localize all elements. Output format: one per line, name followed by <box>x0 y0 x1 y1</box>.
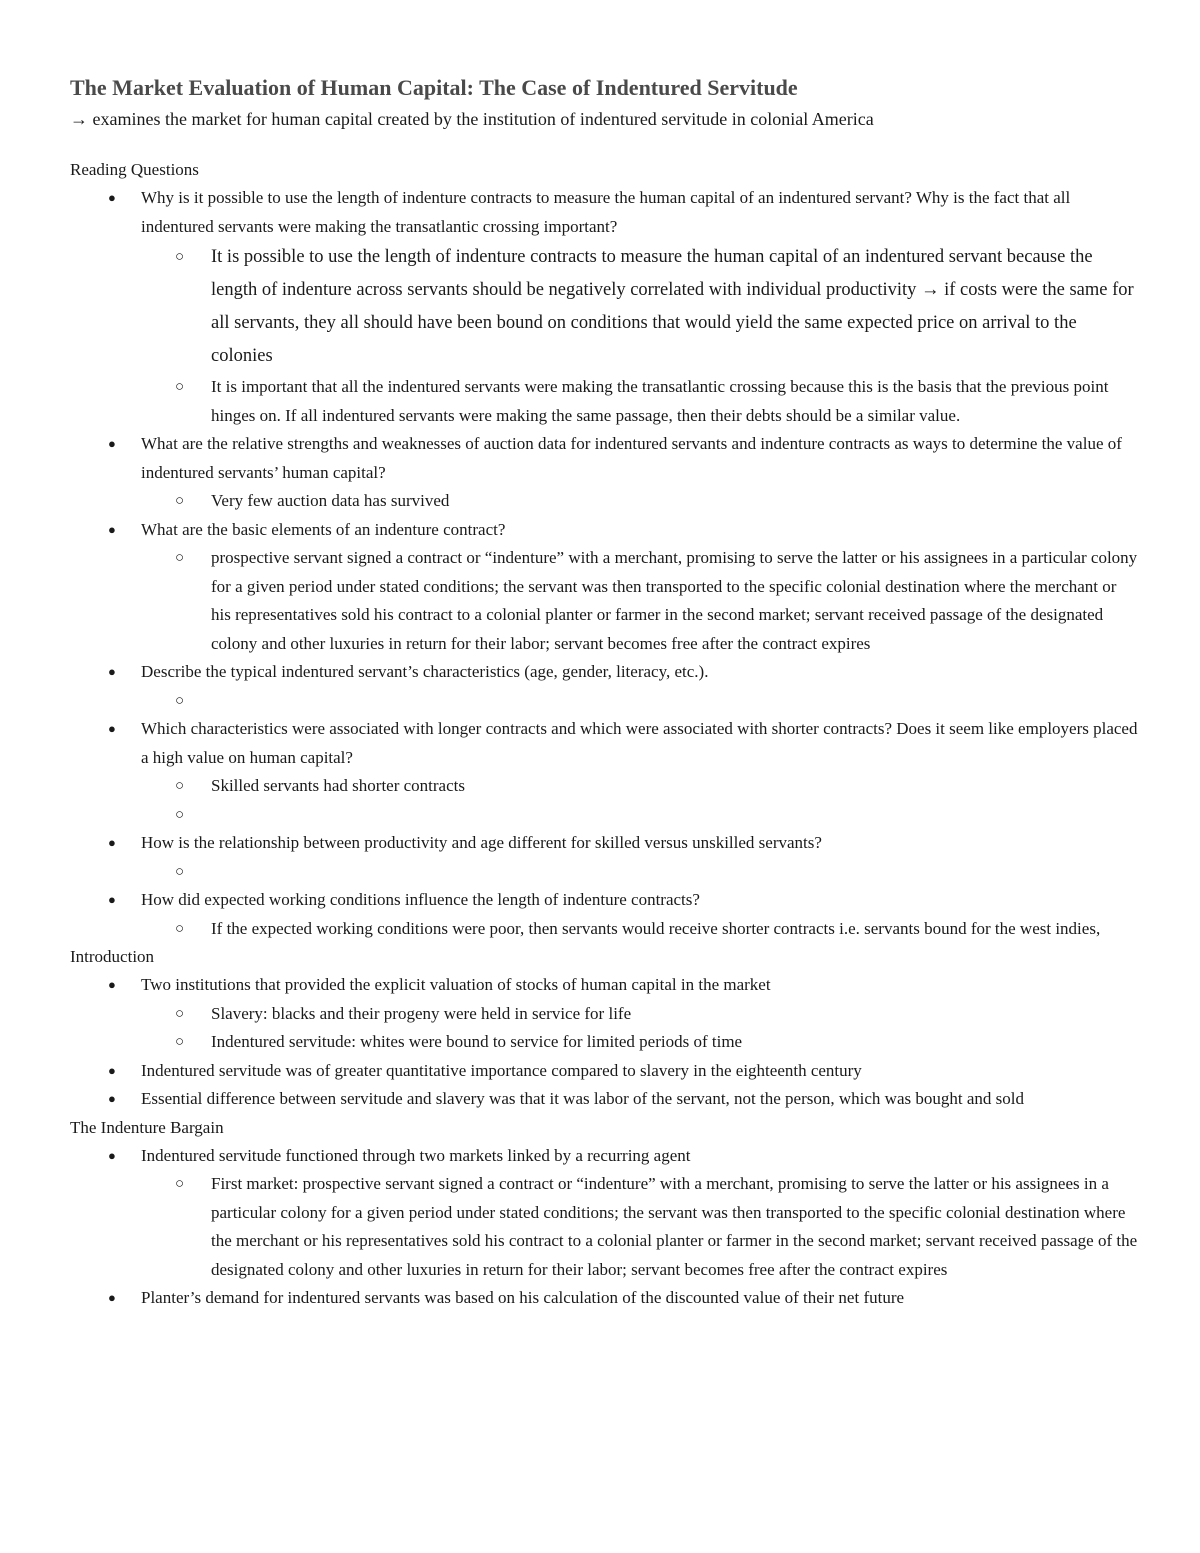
bullet-icon: ● <box>108 436 116 451</box>
sub-item-text: Slavery: blacks and their progeny were held in service for life <box>211 1003 632 1023</box>
list-item-text: Describe the typical indentured servant’s characteristics (age, gender, literacy, etc.). <box>141 662 709 681</box>
circle-bullet-icon: ○ <box>175 920 185 937</box>
sub-item-text: It is important that all the indentured servants were making the transatlantic crossing because this is the basis that the previous point hinges on. If all indentured servants were making the same passage, then their debts should be a similar value. <box>211 377 1109 425</box>
sub-list-item <box>141 1028 1140 1057</box>
circle-bullet-icon: ○ <box>175 249 185 265</box>
list-item <box>70 658 1140 715</box>
sub-list <box>141 687 1140 716</box>
bullet-icon: ● <box>108 521 116 537</box>
sub-item-text: If the expected working conditions were poor, then servants would receive shorter contracts i.e. servants bound for the west indies, <box>211 918 1101 938</box>
list-item-text: What are the relative strengths and weaknesses of auction data for indentured servants and indenture contracts as ways to determine the value of indentured servants’ human capital? <box>141 434 1122 482</box>
list-item <box>70 715 1140 829</box>
list-item <box>70 1284 1140 1313</box>
list-item <box>70 1057 1140 1086</box>
section-heading: The Indenture Bargain <box>70 1117 224 1137</box>
circle-bullet-icon: ○ <box>175 1176 185 1192</box>
sub-item-text: prospective servant signed a contract or “indenture” with a merchant, promising to serve the latter or his assignees in a particular colony for a given period under stated conditions; the servant was then transported to the specific colonial destination where the merchant or his representatives sold his contract to a colonial planter or farmer in the second market; servant received passage of the designated colony and other luxuries in return for their labor; servant becomes free after the contract expires <box>211 548 1138 653</box>
bullet-icon: ● <box>108 977 116 992</box>
list-item-text: Indentured servitude functioned through two markets linked by a recurring agent <box>141 1145 691 1165</box>
section-reading-questions <box>70 156 1140 943</box>
list-item-text: Why is it possible to use the length of indenture contracts to measure the human capital of an indentured servant? Why is the fact that all indentured servants were making the transatlantic crossing important? <box>141 188 1071 236</box>
list-item-text: Two institutions that provided the explicit valuation of stocks of human capital in the market <box>141 975 771 994</box>
circle-bullet-icon: ○ <box>175 692 185 709</box>
question-list <box>70 184 1140 943</box>
bullet-icon: ● <box>108 1062 116 1078</box>
bullet-icon: ● <box>108 1147 116 1163</box>
sub-list-item <box>141 801 1140 830</box>
list-item-text: Indentured servitude was of greater quantitative importance compared to slavery in the eighteenth century <box>141 1060 862 1080</box>
bullet-icon: ● <box>108 892 116 907</box>
section-heading: Reading Questions <box>70 160 199 179</box>
sub-list <box>141 858 1140 887</box>
sub-list-item <box>141 687 1140 716</box>
sub-item-text: Very few auction data has survived <box>211 491 450 510</box>
circle-bullet-icon: ○ <box>175 1034 185 1050</box>
list-item <box>70 184 1140 430</box>
sub-list-item <box>141 487 1140 516</box>
list-item <box>70 1142 1140 1285</box>
document-page <box>70 74 1140 1313</box>
list-item <box>70 430 1140 516</box>
list-item <box>70 829 1140 886</box>
circle-bullet-icon: ○ <box>175 493 185 509</box>
sub-item-text: Indentured servitude: whites were bound to service for limited periods of time <box>211 1032 743 1051</box>
spacer <box>70 132 1140 156</box>
sub-list <box>141 544 1140 658</box>
sub-list-item <box>141 1170 1140 1284</box>
sub-list-item <box>141 858 1140 887</box>
list-item-text: Which characteristics were associated with longer contracts and which were associated with shorter contracts? Does it seem like employers placed a high value on human capital? <box>141 719 1138 767</box>
list-item <box>70 886 1140 943</box>
bullet-icon: ● <box>108 835 116 850</box>
list-item <box>70 1085 1140 1114</box>
list-item <box>70 971 1140 1057</box>
bullet-icon: ● <box>108 1091 116 1106</box>
section-heading: Introduction <box>70 947 155 966</box>
sub-list-item <box>141 241 1140 373</box>
list-item-text: Planter’s demand for indentured servants was based on his calculation of the discounted value of their net future <box>141 1288 905 1307</box>
document-subtitle: → examines the market for human capital created by the institution of indentured servitude in colonial America <box>70 109 874 129</box>
sub-list-item <box>141 1000 1140 1029</box>
list-item-text: How did expected working conditions influence the length of indenture contracts? <box>141 890 700 909</box>
sub-item-text: It is possible to use the length of indenture contracts to measure the human capital of an indentured servant because the length of indenture across servants should be negatively correlated with individual productivity → if costs were the same for all servants, they all should have been bound on conditions that would yield the same expected price on arrival to the colonies <box>211 247 1134 366</box>
sub-list <box>141 772 1140 829</box>
sub-list-item <box>141 373 1140 430</box>
sub-list <box>141 1000 1140 1057</box>
list-item <box>70 516 1140 659</box>
bullet-icon: ● <box>108 190 116 205</box>
bullet-icon: ● <box>108 721 116 736</box>
sub-list <box>141 487 1140 516</box>
circle-bullet-icon: ○ <box>175 806 185 823</box>
sub-list-item <box>141 544 1140 658</box>
circle-bullet-icon: ○ <box>175 778 185 794</box>
sub-item-text: First market: prospective servant signed a contract or “indenture” with a merchant, promising to serve the latter or his assignees in a particular colony for a given period under stated conditions; the servant was then transported to the specific colonial destination where the merchant or his representatives sold his contract to a colonial planter or farmer in the second market; servant received passage of the designated colony and other luxuries in return for their labor; servant becomes free after the contract expires <box>211 1174 1138 1279</box>
circle-bullet-icon: ○ <box>175 550 185 566</box>
sub-list <box>141 1170 1140 1284</box>
intro-list <box>70 971 1140 1114</box>
list-item-text: How is the relationship between productivity and age different for skilled versus unskilled servants? <box>141 833 822 852</box>
sub-item-text: Skilled servants had shorter contracts <box>211 776 465 795</box>
list-item-text: What are the basic elements of an indenture contract? <box>141 519 506 539</box>
sub-list-item <box>141 772 1140 801</box>
bullet-icon: ● <box>108 664 116 679</box>
circle-bullet-icon: ○ <box>175 379 185 395</box>
sub-list <box>141 915 1140 944</box>
sub-list-item <box>141 915 1140 944</box>
document-title: The Market Evaluation of Human Capital: The Case of Indentured Servitude <box>70 75 798 100</box>
list-item-text: Essential difference between servitude and slavery was that it was labor of the servant, not the person, which was bought and sold <box>141 1089 1024 1108</box>
section-introduction <box>70 943 1140 1114</box>
circle-bullet-icon: ○ <box>175 1005 185 1022</box>
circle-bullet-icon: ○ <box>175 863 185 880</box>
sub-list <box>141 241 1140 430</box>
bullet-icon: ● <box>108 1290 116 1305</box>
bargain-list <box>70 1142 1140 1313</box>
section-indenture-bargain <box>70 1114 1140 1313</box>
